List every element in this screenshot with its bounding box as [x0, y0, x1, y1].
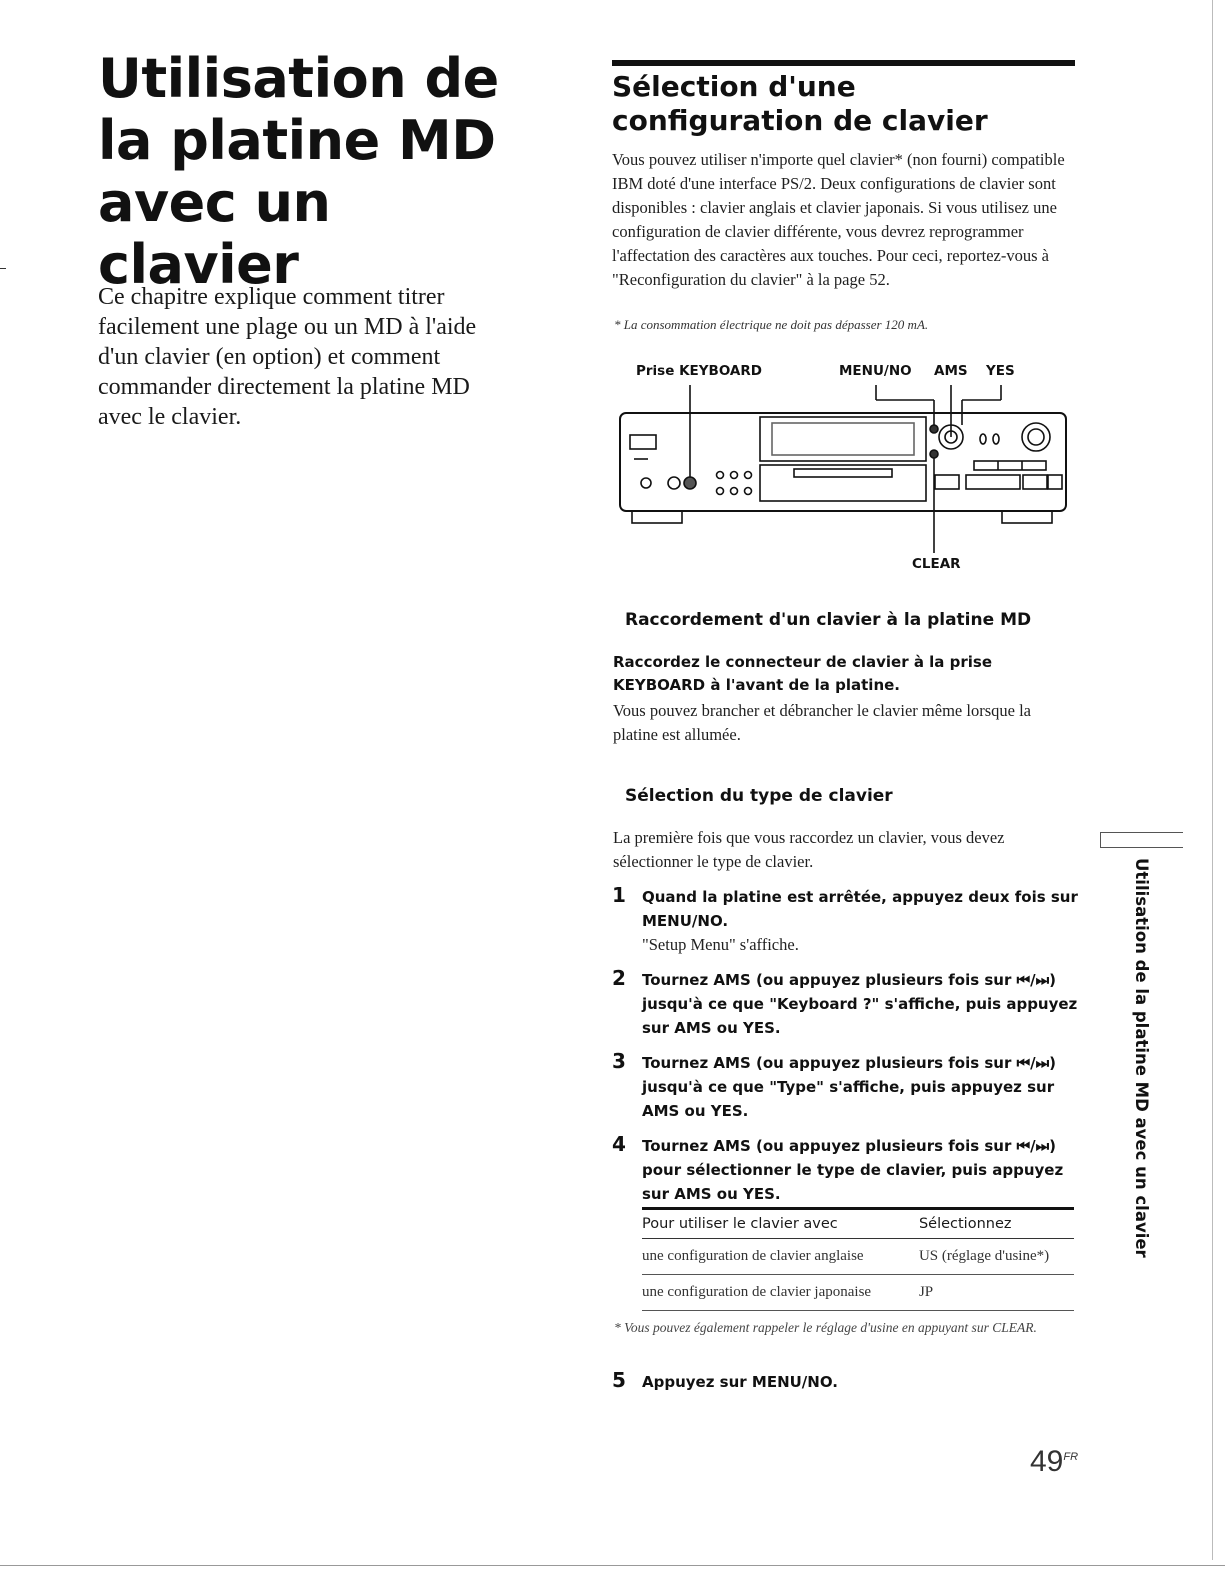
step-number: 4: [612, 1132, 626, 1156]
chapter-title-line-3: avec un clavier: [98, 171, 331, 296]
margin-tick: [0, 268, 6, 269]
connect-keyboard-note: Vous pouvez brancher et débrancher le clavier même lorsque la platine est allumée.: [613, 701, 1031, 744]
side-tab-marker: [1100, 832, 1183, 848]
table-row: [642, 1239, 1074, 1275]
chapter-title-line-1: Utilisation de: [98, 47, 499, 110]
select-keyboard-type-heading: Sélection du type de clavier: [625, 786, 893, 806]
table-cell: US (réglage d'usine*): [913, 1239, 1074, 1275]
connect-keyboard-heading: Raccordement d'un clavier à la platine MD: [625, 610, 1032, 630]
chapter-intro: Ce chapitre explique comment titrer facilement une plage ou un MD à l'aide d'un clavier (en option) et comment commander directement la platine MD avec le clavier.: [98, 284, 477, 430]
label-menu-no: MENU/NO: [839, 363, 912, 379]
label-yes: YES: [986, 363, 1015, 379]
table-header-row: [642, 1209, 1074, 1239]
section-intro: Vous pouvez utiliser n'importe quel clavier* (non fourni) compatible IBM doté d'une interface PS/2. Deux configurations de clavier sont disponibles : clavier anglais et clavier japonais. Si vous utilisez une configuration de clavier différente, vous devrez reprogrammer l'affectation des caractères aux touches. Pour ceci, reportez-vous à "Reconfiguration du clavier" à la page 52.: [612, 150, 1065, 289]
table-cell: une configuration de clavier japonaise: [642, 1275, 913, 1311]
section-title: [612, 70, 1082, 138]
keyboard-type-table: [642, 1207, 1074, 1311]
step-instruction: Tournez AMS (ou appuyez plusieurs fois sur ⏮/⏭) jusqu'à ce que "Keyboard ?" s'affiche, puis appuyez sur AMS ou YES.: [642, 971, 1078, 1037]
chapter-title-line-2: la platine MD: [98, 109, 496, 172]
chapter-title: [98, 48, 538, 296]
step-5: [612, 1370, 1082, 1394]
step-instruction: Tournez AMS (ou appuyez plusieurs fois sur ⏮/⏭) pour sélectionner le type de clavier, puis appuyez sur AMS ou YES.: [642, 1137, 1064, 1203]
step-number: 2: [612, 966, 626, 990]
page-language-suffix: FR: [1063, 1451, 1079, 1463]
step-2: [612, 968, 1082, 1040]
section-rule: [612, 60, 1075, 66]
step-number: 3: [612, 1049, 626, 1073]
page-edge: [1212, 0, 1213, 1560]
step-result: "Setup Menu" s'affiche.: [642, 935, 799, 954]
side-tab-label: Utilisation de la platine MD avec un clavier: [1132, 858, 1151, 1258]
step-1: [612, 885, 1082, 957]
table-header-select: Sélectionnez: [913, 1209, 1074, 1239]
label-ams: AMS: [934, 363, 968, 379]
step-3: [612, 1051, 1082, 1123]
table-header-usage: Pour utiliser le clavier avec: [642, 1209, 913, 1239]
connect-keyboard-instruction: Raccordez le connecteur de clavier à la prise KEYBOARD à l'avant de la platine.: [613, 653, 993, 694]
step-instruction: Appuyez sur MENU/NO.: [642, 1373, 838, 1391]
md-deck-front-panel-diagram: [612, 355, 1082, 580]
table-cell: JP: [913, 1275, 1074, 1311]
page-number: [1030, 1445, 1078, 1479]
section-title-line-1: Sélection d'une: [612, 70, 856, 103]
label-clear: CLEAR: [912, 556, 961, 572]
select-keyboard-type-intro: La première fois que vous raccordez un clavier, vous devez sélectionner le type de clavier.: [613, 828, 1005, 871]
label-keyboard-jack: Prise KEYBOARD: [636, 363, 762, 379]
table-cell: une configuration de clavier anglaise: [642, 1239, 913, 1275]
table-row: [642, 1275, 1074, 1311]
step-4: [612, 1134, 1082, 1206]
page-number-value: 49: [1030, 1445, 1064, 1478]
section-footnote: * La consommation électrique ne doit pas dépasser 120 mA.: [614, 317, 929, 332]
page-bottom-edge: [0, 1565, 1225, 1566]
step-instruction: Quand la platine est arrêtée, appuyez deux fois sur MENU/NO.: [642, 888, 1078, 930]
section-title-line-2: configuration de clavier: [612, 104, 988, 137]
step-instruction: Tournez AMS (ou appuyez plusieurs fois sur ⏮/⏭) jusqu'à ce que "Type" s'affiche, puis appuyez sur AMS ou YES.: [642, 1054, 1056, 1120]
step-number: 1: [612, 883, 626, 907]
step-number: 5: [612, 1368, 626, 1392]
table-footnote: * Vous pouvez également rappeler le réglage d'usine en appuyant sur CLEAR.: [614, 1320, 1037, 1335]
